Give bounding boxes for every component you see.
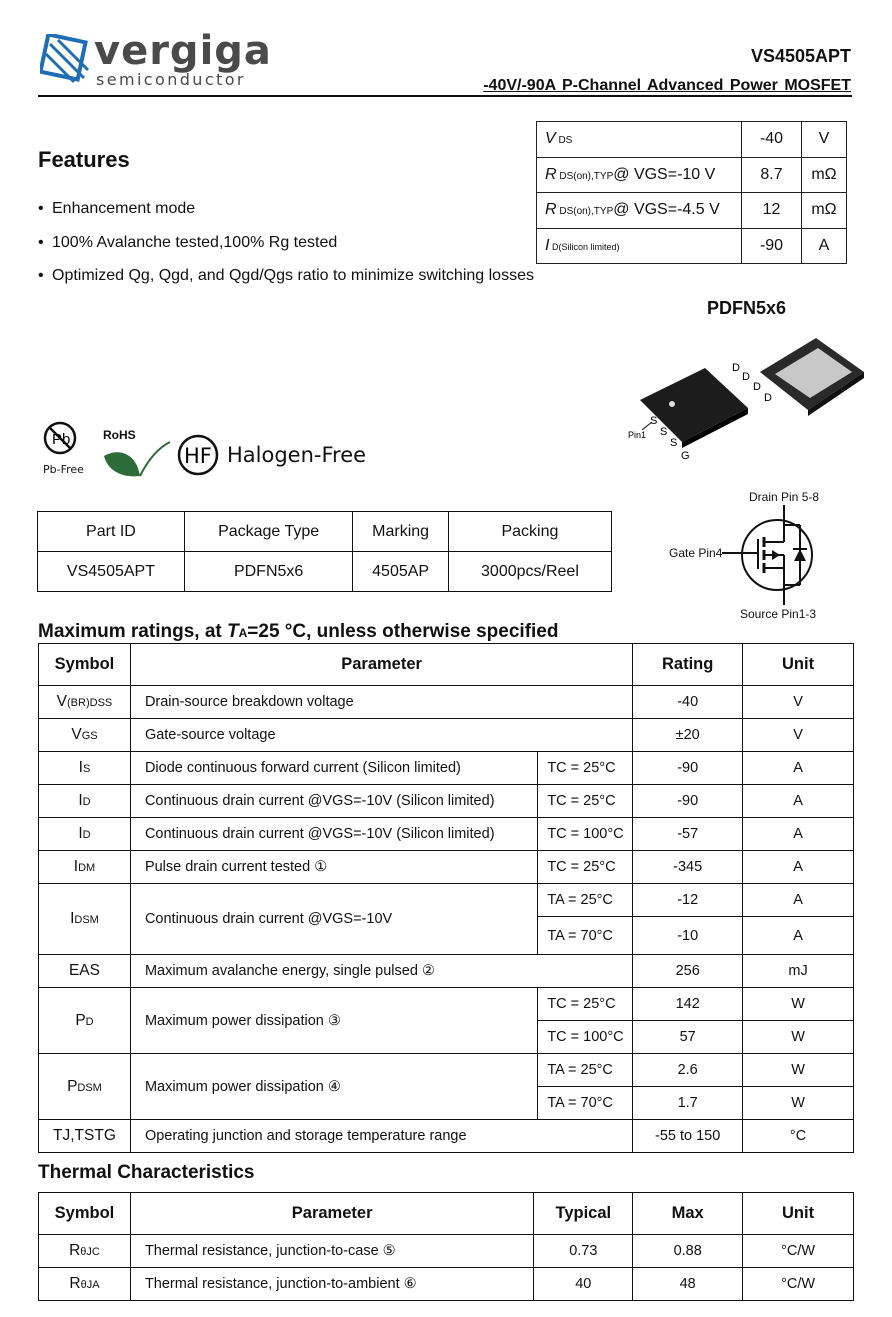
typical-cell: 40 <box>534 1268 633 1301</box>
key-spec-row <box>537 157 847 193</box>
unit-cell: A <box>743 818 854 851</box>
product-subtitle: -40V/-90A P-Channel Advanced Power MOSFET <box>483 77 851 94</box>
rating-cell: 2.6 <box>633 1054 743 1087</box>
rating-cell: 1.7 <box>633 1087 743 1120</box>
unit-cell: mJ <box>743 955 854 988</box>
mosfet-symbol-icon <box>722 505 832 605</box>
ordering-info-table <box>37 511 612 592</box>
key-spec-param: V DS <box>537 122 742 158</box>
parameter-cell: Continuous drain current @VGS=-10V (Silicon limited) <box>130 785 537 818</box>
column-header: Typical <box>534 1193 633 1235</box>
column-header: Max <box>633 1193 743 1235</box>
company-logo <box>40 28 272 90</box>
unit-cell: V <box>743 686 854 719</box>
table-row <box>39 851 854 884</box>
header-divider <box>38 95 852 97</box>
symbol-cell: ID <box>39 785 131 818</box>
table-row <box>39 752 854 785</box>
parameter-cell: Pulse drain current tested ① <box>130 851 537 884</box>
rating-cell: -57 <box>633 818 743 851</box>
marking-cell: 4505AP <box>353 552 449 592</box>
feature-item: • Enhancement mode <box>38 200 196 217</box>
unit-cell: A <box>743 785 854 818</box>
typical-cell: 0.73 <box>534 1235 633 1268</box>
gate-label: Gate Pin4 <box>669 546 723 560</box>
table-row <box>39 955 854 988</box>
parameter-cell: Thermal resistance, junction-to-case ⑤ <box>130 1235 533 1268</box>
rating-cell: -10 <box>633 917 743 955</box>
svg-text:Pb: Pb <box>52 431 71 448</box>
symbol-cell: PDSM <box>39 1054 131 1120</box>
maximum-ratings-table <box>38 643 854 1153</box>
symbol-cell: VGS <box>39 719 131 752</box>
table-header-row <box>39 644 854 686</box>
max-cell: 0.88 <box>633 1235 743 1268</box>
key-spec-param: R DS(on),TYP@ VGS=-10 V <box>537 157 742 193</box>
rating-cell: 256 <box>633 955 743 988</box>
key-spec-unit: mΩ <box>802 157 847 193</box>
part-id-cell: VS4505APT <box>38 552 185 592</box>
parameter-cell: Maximum power dissipation ④ <box>130 1054 537 1120</box>
column-header: Unit <box>743 644 854 686</box>
rating-cell: ±20 <box>633 719 743 752</box>
part-number: VS4505APT <box>750 46 851 66</box>
rating-cell: -345 <box>633 851 743 884</box>
key-spec-value: 12 <box>742 193 802 229</box>
rating-cell: 57 <box>633 1021 743 1054</box>
drain-label: Drain Pin 5-8 <box>749 490 820 504</box>
ratings-heading: Maximum ratings, at TA=25 °C, unless otherwise specified <box>38 621 559 642</box>
unit-cell: A <box>743 851 854 884</box>
feature-text: Optimized Qg, Qgd, and Qgd/Qgs ratio to minimize switching losses <box>52 267 534 284</box>
condition-cell: TA = 70°C <box>538 1087 633 1120</box>
symbol-cell: RθJA <box>39 1268 131 1301</box>
column-header: Part ID <box>38 512 185 552</box>
package-bottom-view-icon <box>760 338 864 416</box>
rohs-leaf-icon <box>100 438 174 480</box>
table-row <box>39 1120 854 1153</box>
unit-cell: W <box>743 1087 854 1120</box>
pin-label: S <box>650 415 658 427</box>
symbol-cell: V(BR)DSS <box>39 686 131 719</box>
condition-cell: TA = 25°C <box>538 884 633 917</box>
parameter-cell: Gate-source voltage <box>130 719 632 752</box>
table-row <box>38 552 612 592</box>
symbol-cell: PD <box>39 988 131 1054</box>
parameter-cell: Maximum avalanche energy, single pulsed ② <box>130 955 632 988</box>
pin-label: D <box>753 381 761 393</box>
key-spec-value: -40 <box>742 122 802 158</box>
table-row <box>39 1054 854 1087</box>
table-row <box>39 719 854 752</box>
table-row <box>39 988 854 1021</box>
condition-cell: TC = 100°C <box>538 1021 633 1054</box>
column-header: Unit <box>743 1193 854 1235</box>
rohs-label: RoHS <box>103 428 136 442</box>
table-row <box>39 1268 854 1301</box>
key-spec-table <box>536 121 847 264</box>
pin-label: S <box>670 437 678 449</box>
pin-label: G <box>681 450 690 462</box>
unit-cell: °C/W <box>743 1268 854 1301</box>
table-row <box>39 785 854 818</box>
key-spec-param: R DS(on),TYP@ VGS=-4.5 V <box>537 193 742 229</box>
source-label: Source Pin1-3 <box>740 607 817 621</box>
symbol-cell: IDSM <box>39 884 131 955</box>
parameter-cell: Diode continuous forward current (Silicon limited) <box>130 752 537 785</box>
column-header: Parameter <box>130 1193 533 1235</box>
symbol-cell: ID <box>39 818 131 851</box>
features-heading: Features <box>38 147 130 172</box>
max-cell: 48 <box>633 1268 743 1301</box>
unit-cell: A <box>743 884 854 917</box>
key-spec-unit: mΩ <box>802 193 847 229</box>
column-header: Packing <box>448 512 611 552</box>
table-row <box>39 818 854 851</box>
condition-cell: TC = 25°C <box>538 851 633 884</box>
pin-label: D <box>742 371 750 383</box>
parameter-cell: Continuous drain current @VGS=-10V <box>130 884 537 955</box>
pin1-label: Pin1 <box>628 430 647 440</box>
condition-cell: TA = 25°C <box>538 1054 633 1087</box>
brand-subname: semiconductor <box>96 70 246 89</box>
column-header: Package Type <box>184 512 352 552</box>
unit-cell: A <box>743 752 854 785</box>
unit-cell: °C <box>743 1120 854 1153</box>
parameter-cell: Continuous drain current @VGS=-10V (Silicon limited) <box>130 818 537 851</box>
packing-cell: 3000pcs/Reel <box>448 552 611 592</box>
feature-text: 100% Avalanche tested,100% Rg tested <box>52 234 338 251</box>
key-spec-unit: A <box>802 228 847 264</box>
column-header: Marking <box>353 512 449 552</box>
symbol-cell: IDM <box>39 851 131 884</box>
key-spec-unit: V <box>802 122 847 158</box>
pb-free-label: Pb-Free <box>43 463 84 476</box>
key-spec-row <box>537 122 847 158</box>
table-row <box>39 1235 854 1268</box>
thermal-table <box>38 1192 854 1301</box>
table-header-row <box>38 512 612 552</box>
brand-name: vergiga <box>94 28 272 74</box>
key-spec-value: -90 <box>742 228 802 264</box>
rating-cell: -12 <box>633 884 743 917</box>
key-spec-param: I D(Silicon limited) <box>537 228 742 264</box>
key-spec-row <box>537 228 847 264</box>
unit-cell: °C/W <box>743 1235 854 1268</box>
package-illustration <box>620 330 870 470</box>
parameter-cell: Operating junction and storage temperature range <box>130 1120 632 1153</box>
rating-cell: -40 <box>633 686 743 719</box>
condition-cell: TC = 25°C <box>538 785 633 818</box>
condition-cell: TC = 25°C <box>538 752 633 785</box>
condition-cell: TA = 70°C <box>538 917 633 955</box>
table-row <box>39 686 854 719</box>
symbol-cell: EAS <box>39 955 131 988</box>
column-header: Symbol <box>39 644 131 686</box>
halogen-free-icon <box>176 433 220 477</box>
feature-item: • Optimized Qg, Qgd, and Qgd/Qgs ratio to minimize switching losses <box>38 267 534 284</box>
symbol-cell: TJ,TSTG <box>39 1120 131 1153</box>
parameter-cell: Thermal resistance, junction-to-ambient ⑥ <box>130 1268 533 1301</box>
unit-cell: W <box>743 1054 854 1087</box>
logo-mark-icon <box>40 34 94 88</box>
pin-label: D <box>732 362 740 374</box>
unit-cell: A <box>743 917 854 955</box>
symbol-cell: RθJC <box>39 1235 131 1268</box>
parameter-cell: Maximum power dissipation ③ <box>130 988 537 1054</box>
package-type-cell: PDFN5x6 <box>184 552 352 592</box>
rating-cell: -90 <box>633 752 743 785</box>
condition-cell: TC = 100°C <box>538 818 633 851</box>
unit-cell: W <box>743 1021 854 1054</box>
unit-cell: W <box>743 988 854 1021</box>
column-header: Symbol <box>39 1193 131 1235</box>
svg-text:HF: HF <box>184 444 212 468</box>
unit-cell: V <box>743 719 854 752</box>
column-header: Parameter <box>130 644 632 686</box>
rating-cell: -55 to 150 <box>633 1120 743 1153</box>
rating-cell: -90 <box>633 785 743 818</box>
table-row <box>39 884 854 917</box>
halogen-free-label: Halogen-Free <box>227 443 367 467</box>
feature-item: • 100% Avalanche tested,100% Rg tested <box>38 234 338 251</box>
pin-label: D <box>764 392 772 404</box>
condition-cell: TC = 25°C <box>538 988 633 1021</box>
key-spec-row <box>537 193 847 229</box>
table-header-row <box>39 1193 854 1235</box>
package-top-view-icon <box>640 368 748 448</box>
pin-label: S <box>660 426 668 438</box>
rating-cell: 142 <box>633 988 743 1021</box>
key-spec-value: 8.7 <box>742 157 802 193</box>
symbol-cell: IS <box>39 752 131 785</box>
package-name: PDFN5x6 <box>707 298 787 318</box>
thermal-heading: Thermal Characteristics <box>38 1162 255 1183</box>
parameter-cell: Drain-source breakdown voltage <box>130 686 632 719</box>
feature-text: Enhancement mode <box>52 200 196 217</box>
column-header: Rating <box>633 644 743 686</box>
